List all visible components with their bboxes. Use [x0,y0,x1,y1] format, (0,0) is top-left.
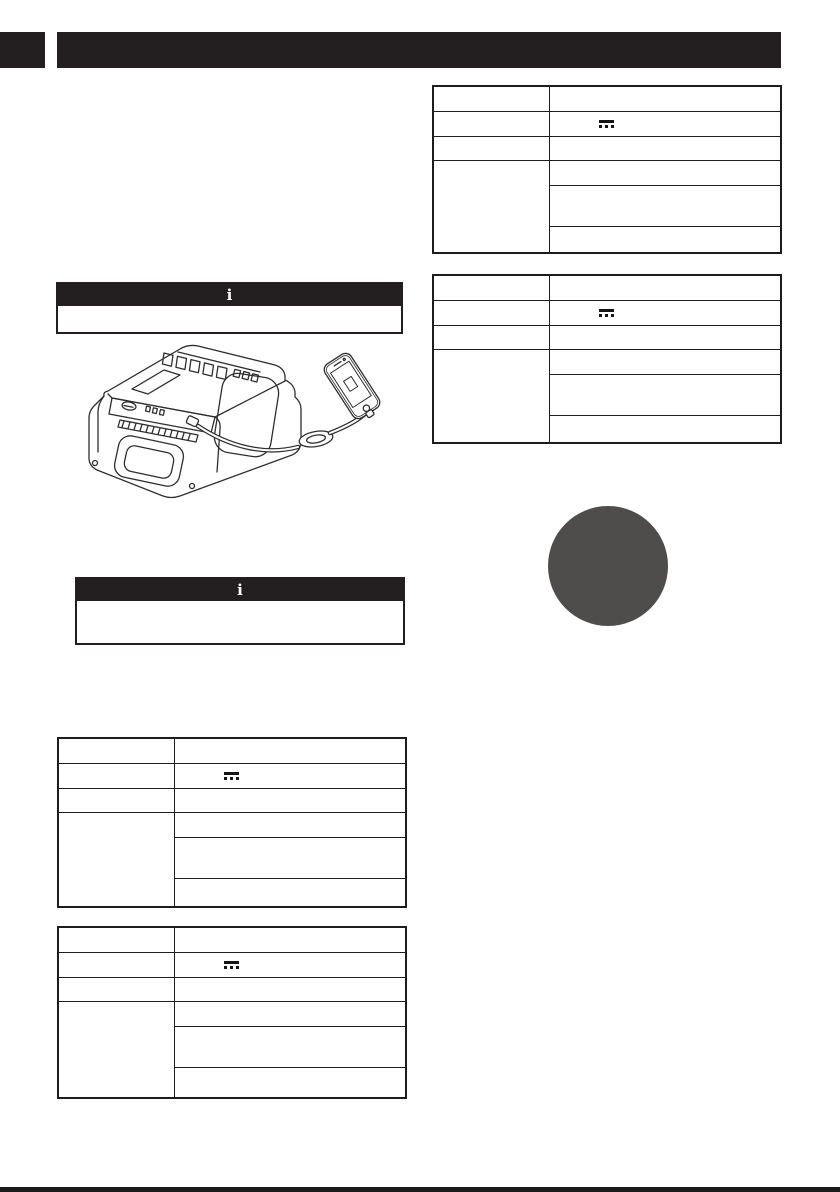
spec-table-right-bottom [432,274,782,444]
dc-power-icon [599,309,614,317]
info-note-box [75,577,405,645]
spec-value [550,349,780,374]
spec-value [550,300,780,325]
spec-value [175,878,405,906]
spec-label [59,763,175,788]
spec-label [59,928,175,952]
gray-circle-marker [548,506,668,626]
spec-label [59,812,175,906]
spec-value [550,136,780,160]
printer-phone-illustration [68,334,403,514]
header-page-tab [0,32,45,68]
spec-label [434,136,550,160]
spec-value [175,763,405,788]
spec-label [434,87,550,111]
info-note-box [56,282,403,334]
info-note-body [58,306,401,312]
spec-label [59,977,175,1001]
spec-value [550,160,780,185]
spec-label [434,160,550,252]
spec-table-left-top [57,737,407,908]
spec-value [175,739,405,763]
smartphone-drawing [322,351,385,425]
spec-label [59,1001,175,1097]
spec-value [175,928,405,952]
spec-value [550,185,780,226]
spec-value [175,837,405,878]
spec-value [175,952,405,977]
spec-value [550,111,780,136]
info-icon: i [237,580,243,599]
spec-value [175,1001,405,1026]
spec-value [175,1067,405,1097]
info-note-body [77,601,403,607]
spec-label [434,276,550,300]
spec-table-left-bottom [57,926,407,1099]
info-note-header [58,284,401,306]
spec-value [550,87,780,111]
dc-power-icon [224,961,239,969]
spec-label [434,349,550,442]
info-note-header [77,579,403,601]
spec-value [550,415,780,442]
info-icon: i [226,285,233,304]
spec-value [550,325,780,349]
spec-table-right-top [432,85,782,254]
page-bottom-bar [0,1187,840,1192]
spec-label [434,111,550,136]
spec-label [434,300,550,325]
spec-value [550,276,780,300]
dc-power-icon [599,120,614,128]
dc-power-icon [224,772,239,780]
spec-label [59,788,175,812]
spec-value [175,1026,405,1067]
spec-value [550,374,780,415]
spec-label [59,739,175,763]
spec-value [175,788,405,812]
spec-value [175,977,405,1001]
spec-value [175,812,405,837]
spec-label [59,952,175,977]
spec-label [434,325,550,349]
spec-value [550,226,780,252]
header-title-bar [57,32,781,68]
